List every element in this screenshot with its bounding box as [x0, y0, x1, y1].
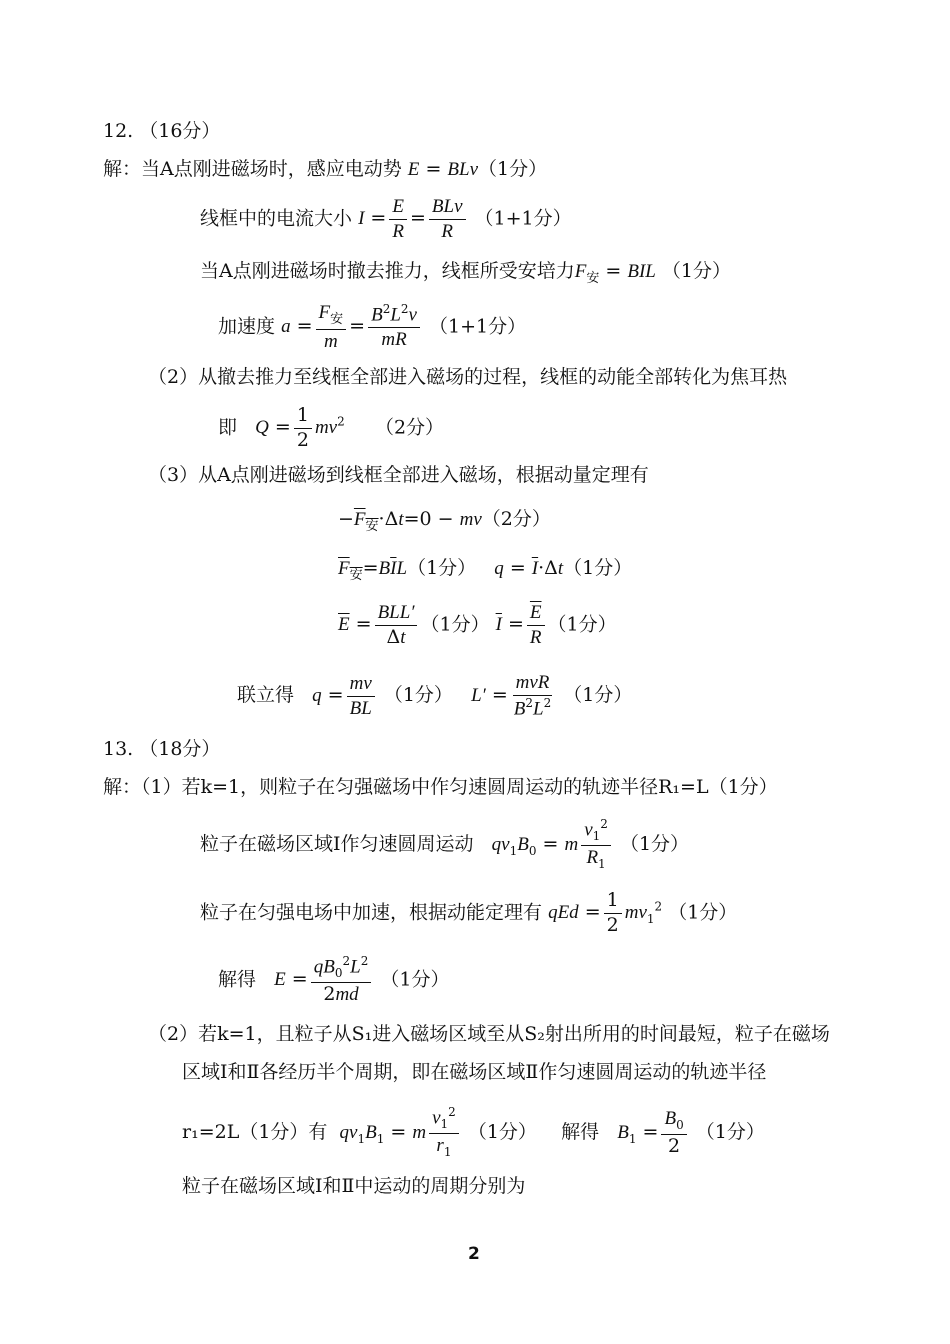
q12-score: （1分）	[407, 557, 477, 579]
q13-part1-line	[103, 776, 778, 799]
q12-current-line	[200, 196, 572, 243]
q12-score: （1分）	[661, 260, 731, 282]
q12-lianli-label: 联立得	[237, 684, 295, 706]
q12-heat-formula: Q = $\frac{1}{2}$ $mv^2$	[255, 404, 345, 451]
q12-accel-line	[218, 302, 526, 353]
q12-force-formula: $F_安$ = BIL	[574, 260, 656, 286]
q13-energy-text: 粒子在匀强电场中加速，根据动能定理有	[200, 901, 543, 924]
q12-part1-line	[103, 158, 547, 182]
q13-score: （1分）	[695, 1120, 765, 1143]
q13-energy-formula: qEd = $\frac{1}{2}$ $mv_1^2$	[548, 889, 663, 936]
q12-accel-formula: a = $\frac{F_安}{m}$ = $\frac{B^2L^2v}{mR}$	[281, 315, 423, 337]
q13-efield-formula: E = $\frac{qB_0^2L^2}{2md}$	[274, 968, 374, 990]
q13-score: （1分）	[467, 1120, 537, 1143]
q13-jiede-label: 解得	[218, 968, 257, 991]
q12-score: （1分）	[420, 613, 490, 636]
q13-period-text: 粒子在磁场区域Ⅰ和Ⅱ中运动的周期分别为	[182, 1175, 526, 1197]
q13-efield-line	[218, 955, 449, 1006]
q12-accel-text: 加速度	[218, 315, 276, 338]
q13-b1-eq-formula: $qv_1B_1 = m$ $\frac{v_1^2}{r_1}$	[340, 1121, 462, 1143]
q13-part1-text: （1）若k=1，则粒子在匀强磁场中作匀速圆周运动的轨迹半径R₁=L（1分）	[141, 776, 778, 798]
q12-current-text: 线框中的电流大小	[200, 207, 353, 230]
q12-score: （2分）	[481, 508, 551, 530]
q13-b1-result-formula: $B_1$ = $\frac{B_0}{2}$	[617, 1121, 689, 1143]
q12-momentum-line	[338, 508, 551, 534]
q12-result-line	[237, 672, 632, 720]
q13-part2-line2: 区域Ⅰ和Ⅱ各经历半个周期，即在磁场区域Ⅱ作匀速圆周运动的轨迹半径	[182, 1061, 767, 1083]
q12-part1-text: 当A点刚进磁场时，感应电动势	[141, 158, 402, 180]
q12-avg-force-line	[338, 557, 632, 583]
q12-score: （1分）	[547, 613, 617, 636]
q13-part2-line1: （2）若k=1，且粒子从S₁进入磁场区域至从S₂射出所用的时间最短，粒子在磁场	[148, 1023, 830, 1045]
q12-ji-label: 即	[218, 416, 238, 439]
q13-score: （1分）	[619, 832, 690, 855]
q12-score: （2分）	[374, 416, 445, 439]
q12-avg-current-formula: $\overline{I}$ = $\frac{\overline{E}}{R}$	[496, 613, 548, 635]
q12-force-line	[200, 260, 731, 286]
q12-emf-formula: E = BLv	[407, 158, 479, 180]
q12-part2-text: （2）从撤去推力至线框全部进入磁场的过程，线框的动能全部转化为焦耳热	[148, 366, 788, 388]
q12-solution-label: 解：	[103, 158, 142, 180]
page-number: 2	[468, 1244, 480, 1264]
q12-avg-emf-line	[338, 602, 617, 649]
q12-force-text: 当A点刚进磁场时撤去推力，线框所受安培力	[200, 260, 575, 282]
q12-l-result-formula: L′ = $\frac{\text{mvR}}{B^2L^2}$	[471, 672, 552, 720]
q13-circular-line	[200, 818, 689, 872]
q13-circular-formula: $qv_1B_0 = m$ $\frac{v_1^2}{R_1}$	[492, 833, 614, 855]
q13-solution-label: 解：	[103, 776, 142, 798]
q12-charge-formula: $q = \overline{I}\cdot\Delta t$	[494, 557, 564, 579]
q12-avg-emf-formula: $\overline{E}$ = $\frac{\text{BLL′}}{\Delta t}$	[338, 613, 420, 635]
q12-score: （1+1分）	[474, 207, 572, 230]
q12-score: （1+1分）	[429, 315, 527, 338]
q13-circular-text: 粒子在磁场区域Ⅰ作匀速圆周运动	[200, 832, 474, 855]
q13-score: （1分）	[668, 901, 738, 924]
q13-radius-line	[182, 1106, 765, 1160]
q12-momentum-formula: $-F_安\cdot\Delta t=0$ − mv	[338, 508, 482, 534]
q13-jiede-label: 解得	[561, 1120, 600, 1143]
q12-score: （1分）	[478, 158, 548, 180]
q12-score: （1分）	[563, 557, 633, 579]
q13-header: 13. （18分）	[103, 738, 221, 760]
q13-energy-line	[200, 890, 737, 937]
q12-score: （1分）	[383, 684, 453, 706]
q12-current-formula: I = $\frac{E}{R}$ = $\frac{\text{BLv}}{R}$	[358, 207, 468, 229]
q12-q-result-formula: q = $\frac{mv}{BL}$	[312, 684, 378, 706]
q13-radius-text: r₁=2L（1分）有	[182, 1120, 328, 1143]
q12-part3-text: （3）从A点刚进磁场到线框全部进入磁场，根据动量定理有	[148, 464, 649, 486]
q12-header: 12. （16分）	[103, 120, 221, 142]
q12-heat-line	[218, 405, 444, 452]
q12-avg-force-formula: $F_安=B\overline{I}L$	[338, 557, 408, 583]
q12-score: （1分）	[563, 684, 633, 706]
q13-score: （1分）	[380, 968, 450, 991]
